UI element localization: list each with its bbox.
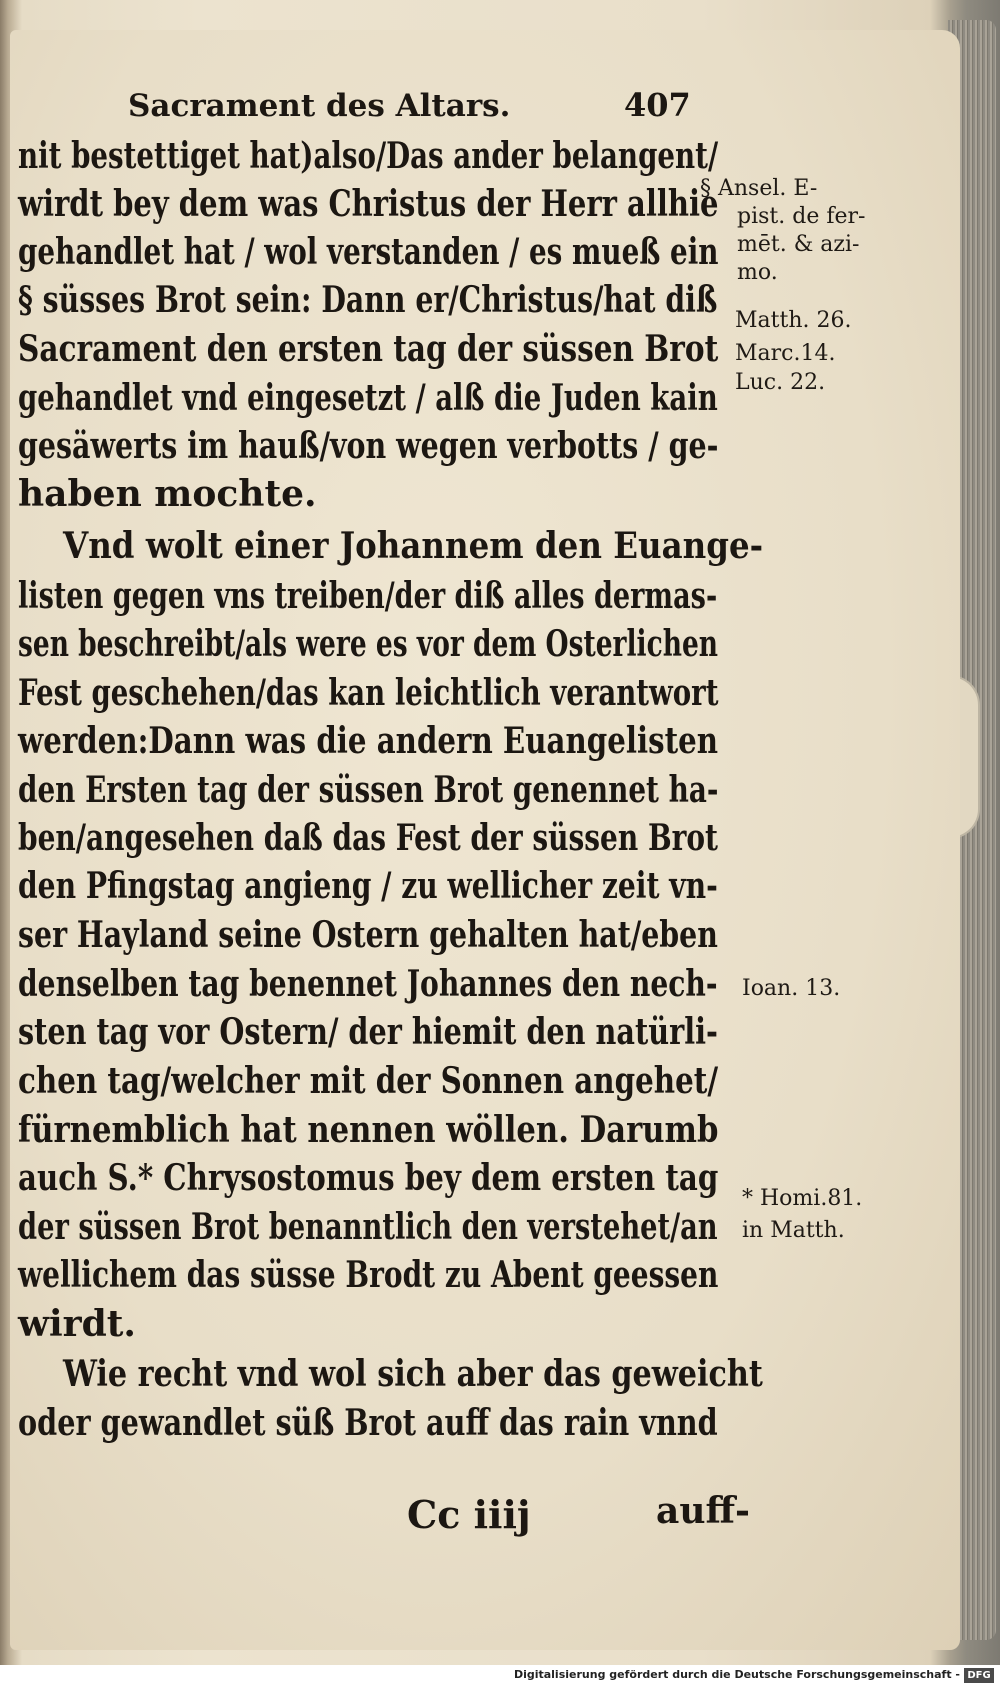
text-line: fürnemblich hat nennen wöllen. Darumb	[18, 1109, 719, 1151]
text-line: wellichem das süsse Brodt zu Abent geessen	[18, 1254, 719, 1296]
text-line: sen beschreibt/als were es vor dem Osterlichen	[18, 623, 719, 665]
marginal-note: Luc. 22.	[735, 370, 826, 395]
text-line: ben/angesehen daß das Fest der süssen Brot	[18, 817, 719, 859]
dfg-logo: DFG	[964, 1668, 994, 1683]
text-line: haben mochte.	[18, 473, 317, 515]
text-line: Vnd wolt einer Johannem den Euange-	[63, 525, 764, 567]
digitization-footer	[0, 1665, 1000, 1687]
text-line: gesäwerts im hauß/von wegen verbotts / ge-	[18, 425, 719, 467]
text-line: oder gewandlet süß Brot auff das rain vnnd	[18, 1402, 718, 1444]
text-line: Wie recht vnd wol sich aber das geweicht	[63, 1353, 763, 1395]
running-head: Sacrament des Altars.	[128, 88, 511, 124]
marginal-note: Marc.14.	[735, 341, 836, 366]
text-line: den Ersten tag der süssen Brot genennet ha-	[18, 769, 719, 811]
text-line: den Pfingstag angieng / zu wellicher zeit vn-	[18, 865, 718, 907]
text-line: chen tag/welcher mit der Sonnen angehet/	[18, 1060, 719, 1102]
marginal-note: in Matth.	[742, 1218, 845, 1243]
marginal-note: pist. de fer-	[737, 204, 866, 229]
text-line: § süsses Brot sein: Dann er/Christus/hat diß	[18, 279, 718, 321]
marginal-note: Matth. 26.	[735, 308, 852, 333]
bleed-through-text	[750, 1210, 950, 1460]
text-line: sten tag vor Ostern/ der hiemit den natürli-	[18, 1011, 718, 1053]
text-line: gehandlet hat / wol verstanden / es mueß ein	[18, 231, 719, 273]
text-line: Sacrament den ersten tag der süssen Brot	[18, 328, 719, 370]
marginal-note: * Homi.81.	[742, 1186, 863, 1211]
text-line: wirdt.	[18, 1303, 136, 1345]
text-line: auch S.* Chrysostomus bey dem ersten tag	[18, 1157, 719, 1199]
text-line: ser Hayland seine Ostern gehalten hat/eben	[18, 914, 718, 956]
page-number: 407	[624, 86, 691, 124]
text-line: gehandlet vnd eingesetzt / alß die Juden kain	[18, 377, 718, 419]
signature-mark: Cc iiij	[407, 1492, 531, 1537]
marginal-note: § Ansel. E-	[700, 176, 818, 201]
text-line: nit bestettiget hat)also/Das ander belangent/	[18, 135, 719, 177]
catchword: auff-	[656, 1490, 750, 1532]
funding-credit: Digitalisierung gefördert durch die Deutsche Forschungsgemeinschaft -	[513, 1668, 960, 1681]
marginal-note: mēt. & azi-	[737, 232, 860, 257]
text-line: Fest geschehen/das kan leichtlich verantwort	[18, 672, 719, 714]
text-line: denselben tag benennet Johannes den nech-	[18, 963, 718, 1005]
text-line: wirdt bey dem was Christus der Herr allhie	[18, 183, 719, 225]
marginal-note: mo.	[737, 260, 778, 285]
text-line: werden:Dann was die andern Euangelisten	[18, 720, 718, 762]
text-line: listen gegen vns treiben/der diß alles dermas-	[18, 575, 718, 617]
text-line: der süssen Brot benanntlich den verstehet/an	[18, 1206, 718, 1248]
marginal-note: Ioan. 13.	[742, 976, 841, 1001]
